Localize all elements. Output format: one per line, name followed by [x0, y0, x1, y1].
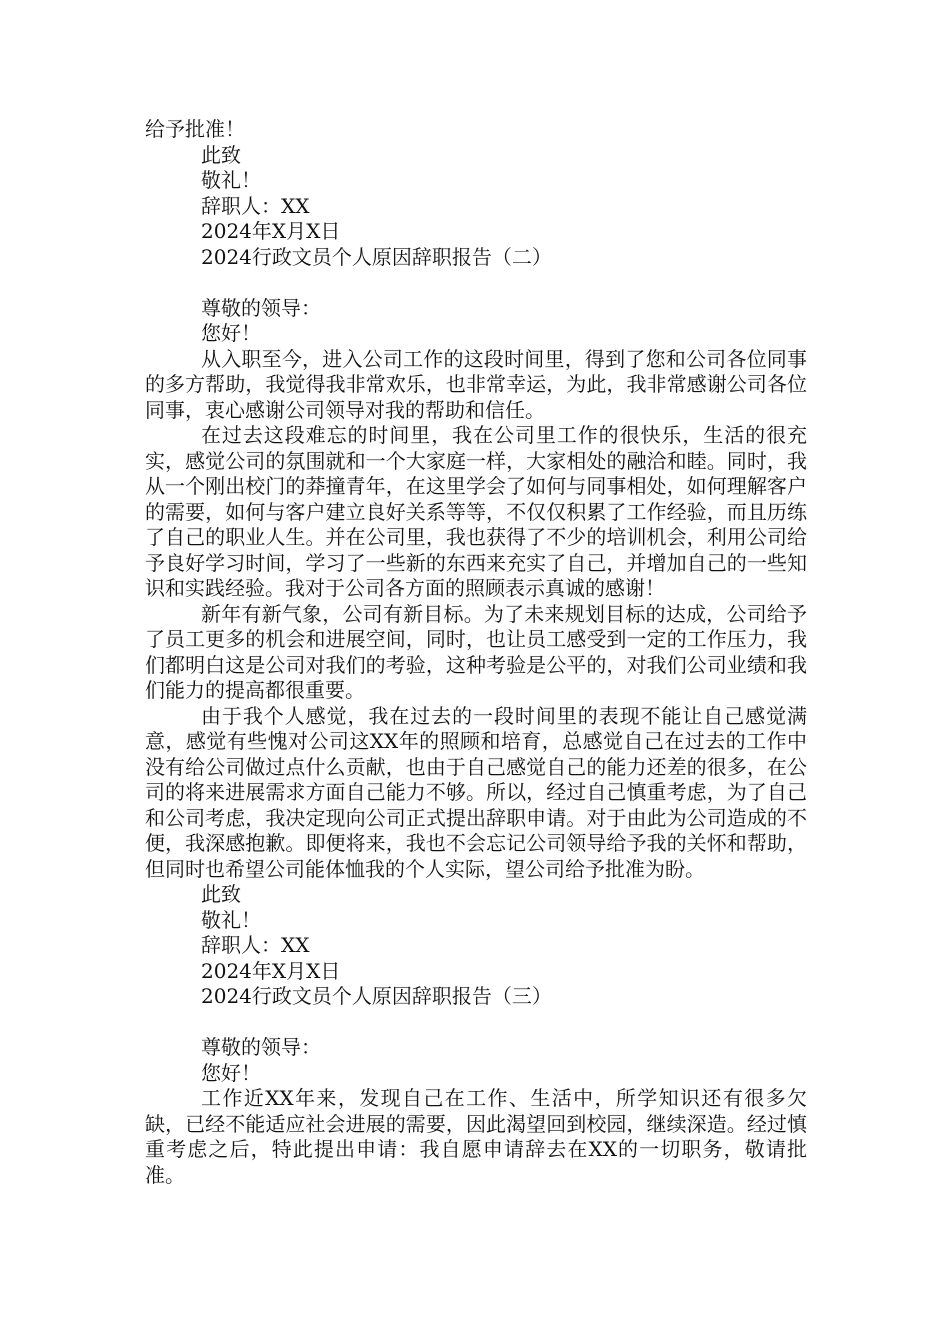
- closing-cizhi: 此致: [201, 142, 241, 167]
- body-paragraph: 由于我个人感觉，我在过去的一段时间里的表现不能让自己感觉满意，感觉有些愧对公司这XX年的照顾和培育，总感觉自己在过去的工作中没有给公司做过点什么贡献，也由于自己感觉自己的能力还差的很多，在公司的将来进展需求方面自己能力不够。所以，经过自己慎重考虑，为了自己和公司考虑，我决定现向公司正式提出辞职申请。对于由此为公司造成的不便，我深感抱歉。即便将来，我也不会忘记公司领导给予我的关怀和帮助，但同时也希望公司能体恤我的个人实际，望公司给予批准为盼。: [145, 703, 807, 881]
- date: 2024年X月X日: [201, 958, 341, 983]
- salutation: 尊敬的领导：: [201, 295, 321, 320]
- body-paragraph: 从入职至今，进入公司工作的这段时间里，得到了您和公司各位同事的多方帮助，我觉得我非常欢乐，也非常幸运，为此，我非常感谢公司各位同事，衷心感谢公司领导对我的帮助和信任。: [145, 346, 807, 422]
- section-title-2: 2024行政文员个人原因辞职报告（二）: [201, 244, 552, 269]
- document-page: [145, 117, 807, 1188]
- greeting: 您好！: [201, 1060, 261, 1085]
- date: 2024年X月X日: [201, 219, 341, 243]
- section-title-3: 2024行政文员个人原因辞职报告（三）: [201, 984, 552, 1008]
- body-paragraph: 工作近XX年来，发现自己在工作、生活中，所学知识还有很多欠缺，已经不能适应社会进展的需要，因此渴望回到校园，继续深造。经过慎重考虑之后，特此提出申请：我自愿申请辞去在XX的一切职务，敬请批准。: [145, 1086, 807, 1187]
- blank-line: [145, 1010, 807, 1036]
- opening-line: 给予批准！: [145, 117, 245, 141]
- greeting: 您好！: [201, 321, 261, 345]
- blank-line: [145, 270, 807, 296]
- signer: 辞职人：XX: [201, 933, 310, 957]
- body-paragraph: 新年有新气象，公司有新目标。为了未来规划目标的达成，公司给予了员工更多的机会和进展空间，同时，也让员工感受到一定的工作压力，我们都明白这是公司对我们的考验，这种考验是公平的，对我们公司业绩和我们能力的提高都很重要。: [145, 601, 807, 702]
- closing-jingli: 敬礼！: [201, 168, 261, 192]
- closing-jingli: 敬礼！: [201, 907, 261, 932]
- closing-cizhi: 此致: [201, 882, 241, 906]
- salutation: 尊敬的领导：: [201, 1035, 321, 1059]
- body-paragraph: 在过去这段难忘的时间里，我在公司里工作的很快乐，生活的很充实，感觉公司的氛围就和一个大家庭一样，大家相处的融洽和睦。同时，我从一个刚出校门的莽撞青年，在这里学会了如何与同事相处，如何理解客户的需要，如何与客户建立良好关系等等，不仅仅积累了工作经验，而且历练了自己的职业人生。并在公司里，我也获得了不少的培训机会，利用公司给予良好学习时间，学习了一些新的东西来充实了自己，并增加自己的一些知识和实践经验。我对于公司各方面的照顾表示真诚的感谢！: [145, 423, 807, 600]
- signer: 辞职人：XX: [201, 193, 310, 218]
